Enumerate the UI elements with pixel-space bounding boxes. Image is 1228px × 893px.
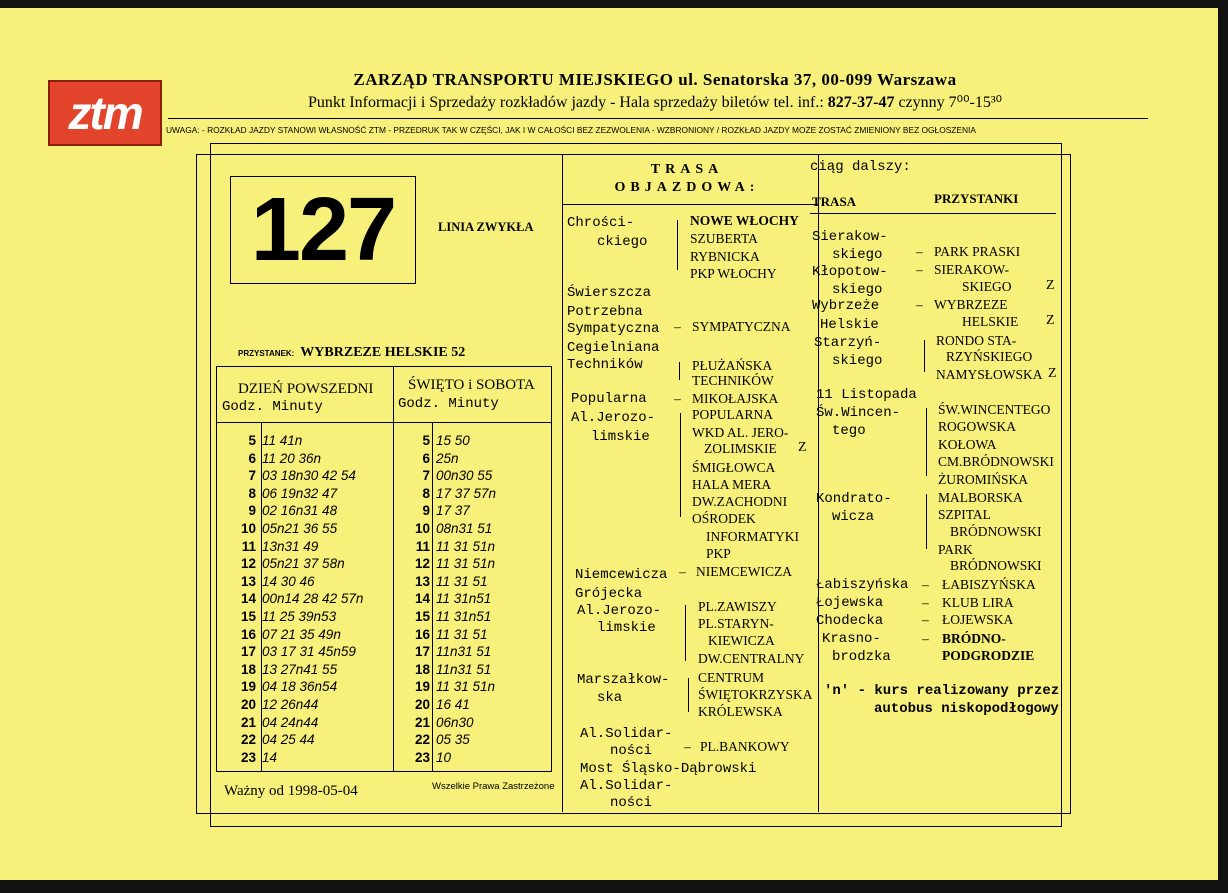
dash: – — [922, 612, 929, 627]
minutes: 05n21 37 58n — [262, 556, 345, 572]
hour-row — [398, 450, 459, 468]
route-street: Świerszcza — [567, 285, 652, 301]
route-stop: KOŁOWA — [938, 437, 997, 452]
route-street: Al.Jerozo- — [571, 410, 656, 426]
minutes: 00n14 28 42 57n — [262, 591, 364, 607]
hour: 17 — [414, 644, 430, 660]
hour: 21 — [414, 714, 430, 730]
hour: 21 — [240, 714, 256, 730]
minutes: 10 — [436, 749, 452, 765]
hour: 20 — [414, 697, 430, 712]
route-bracket — [679, 362, 680, 380]
route-street: Wybrzeże — [812, 298, 880, 314]
hour: 10 — [414, 521, 430, 536]
route-stop: PKP — [706, 546, 731, 561]
hour: 23 — [240, 749, 256, 765]
route-street: Św.Wincen- — [816, 405, 901, 421]
hour-row — [226, 573, 315, 591]
route-stop: ŁOJEWSKA — [942, 612, 1014, 627]
hour: 5 — [248, 433, 256, 448]
stop-name — [238, 345, 465, 361]
route-street: Grójecka — [575, 586, 643, 602]
minutes: 11 31n51 — [436, 591, 492, 607]
weekend-header: ŚWIĘTO i SOBOTA — [408, 377, 535, 393]
route-stop: SZPITAL — [938, 507, 991, 522]
minutes: 14 30 46 — [262, 573, 315, 589]
hour-row — [226, 450, 321, 468]
dash: – — [684, 739, 691, 754]
weekday-subheader: Godz. Minuty — [222, 399, 323, 415]
low-floor-note — [824, 682, 1059, 718]
hour: 12 — [240, 556, 256, 572]
hour-row — [226, 502, 337, 520]
stop-label: PRZYSTANEK: — [238, 349, 295, 358]
header-divider — [168, 118, 1148, 119]
route-street: Kondrato- — [816, 491, 892, 507]
line-number: 127 — [250, 180, 396, 280]
hour-row — [226, 626, 341, 644]
hour: 10 — [240, 521, 256, 536]
route-stop: CENTRUM — [698, 670, 765, 685]
hour: 13 — [240, 573, 256, 589]
dash: – — [674, 319, 681, 334]
route-street: Helskie — [820, 317, 879, 333]
hour: 16 — [240, 626, 256, 642]
route-column-header: TRASA — [812, 194, 857, 209]
dash: – — [916, 262, 923, 277]
route-street: Sympatyczna — [567, 321, 660, 337]
route-stop: KRÓLEWSKA — [698, 704, 783, 719]
route-stop: PL.BANKOWY — [700, 739, 790, 754]
minutes: 05n21 36 55 — [262, 521, 338, 536]
minutes: 11n31 51 — [436, 644, 492, 660]
copyright-notice: UWAGA: - ROZKŁAD JAZDY STANOWI WŁASNOŚĆ ZTM - PRZEDRUK TAK W CZĘŚCI, JAK I W CAŁOŚCI BEZ ZEZWOLENIA - WZBRONIONY / ROZKŁAD JAZDY MOŻE ZOSTAĆ ZMIENIONY BEZ OGŁOSZENIA — [166, 125, 976, 135]
route-bracket — [924, 340, 925, 372]
timetable-header-divider — [217, 422, 551, 423]
hour-row — [226, 714, 318, 732]
route-stop: DW.CENTRALNY — [698, 651, 805, 666]
route-stop: ROGOWSKA — [938, 419, 1017, 434]
header-subtitle — [220, 92, 1090, 112]
note-line-1: 'n' - kurs realizowany przez — [824, 683, 1060, 699]
minutes: 03 17 31 45n59 — [262, 644, 356, 660]
continued-label: ciąg dalszy: — [810, 159, 911, 175]
continued-header-divider — [810, 213, 1056, 214]
route-street: skiego — [832, 282, 883, 298]
route-street: tego — [832, 423, 866, 439]
route-street: limskie — [591, 429, 650, 445]
route-stop: SIERAKOW- — [934, 262, 1009, 277]
phone-number: 827-37-47 — [827, 94, 895, 111]
stops-column-header: PRZYSTANKI — [934, 191, 1019, 206]
hour-row — [398, 731, 470, 749]
route-street: skiego — [832, 247, 883, 263]
route-street: ności — [610, 743, 653, 759]
route-stop: OŚRODEK — [692, 511, 756, 526]
route-stop: KLUB LIRA — [942, 595, 1014, 610]
hour-row — [226, 661, 337, 679]
hour: 19 — [240, 679, 256, 695]
route-street: Al.Solidar- — [580, 778, 673, 794]
hour-row — [226, 608, 336, 626]
route-stop: NIEMCEWICZA — [696, 564, 792, 579]
hour: 16 — [414, 626, 430, 642]
route-stop: HALA MERA — [692, 477, 772, 492]
hour: 8 — [422, 485, 430, 501]
hour: 22 — [414, 732, 430, 748]
route-stop: PARK — [938, 542, 973, 557]
minutes: 15 50 — [436, 433, 470, 448]
route-stop: CM.BRÓDNOWSKI — [938, 454, 1054, 469]
timetable-mid-divider — [393, 367, 394, 771]
minutes: 00n30 55 — [436, 468, 493, 484]
hour-row — [398, 467, 492, 485]
hour-row — [398, 502, 470, 520]
route-street: wicza — [832, 509, 875, 525]
hour-row — [398, 520, 492, 538]
minutes: 07 21 35 49n — [262, 626, 341, 642]
minutes: 11 31 51n — [436, 679, 496, 695]
route-stop: PKP WŁOCHY — [690, 266, 777, 281]
hour: 14 — [240, 591, 256, 607]
route-header-divider — [563, 204, 818, 205]
hour-row — [226, 731, 315, 749]
hour: 18 — [240, 661, 256, 677]
route-stop: RONDO STA- — [936, 333, 1017, 348]
minutes: 06n30 — [436, 714, 474, 730]
hour: 9 — [248, 503, 256, 519]
valid-from: Ważny od 1998-05-04 — [224, 783, 358, 799]
route-street: limskie — [597, 620, 656, 636]
route-street: skiego — [832, 353, 883, 369]
hour: 15 — [414, 609, 430, 624]
minutes: 11 20 36n — [262, 450, 322, 466]
minutes: 08n31 51 — [436, 521, 493, 536]
minutes: 11 31 51 — [436, 626, 488, 642]
minutes: 05 35 — [436, 732, 470, 748]
z-marker: Z — [1048, 366, 1057, 381]
minutes: 25n — [436, 450, 459, 466]
route-street: Chrości- — [567, 215, 635, 231]
route-stop: INFORMATYKI — [706, 529, 800, 544]
route-stop: NAMYSŁOWSKA — [936, 367, 1043, 382]
note-line-2: autobus niskopodłogowy — [874, 701, 1059, 717]
hour-row — [226, 590, 363, 608]
hour-row — [398, 643, 491, 661]
hour-row — [398, 432, 470, 450]
minutes: 04 24n44 — [262, 714, 319, 730]
weekend-subheader: Godz. Minuty — [398, 396, 499, 412]
line-type: LINIA ZWYKŁA — [438, 220, 534, 234]
header-title: ZARZĄD TRANSPORTU MIEJSKIEGO ul. Senatorska 37, 00-099 Warszawa — [353, 70, 957, 89]
hour-row — [226, 643, 356, 661]
hour: 22 — [240, 732, 256, 748]
route-stop: ŚWIĘTOKRZYSKA — [698, 687, 813, 702]
hour-row — [226, 696, 318, 714]
route-title-1: TRASA — [650, 162, 724, 177]
route-bracket — [680, 413, 681, 517]
stop-name-text: WYBRZEZE HELSKIE 52 — [300, 345, 466, 360]
hour-row — [398, 661, 491, 679]
z-marker: Z — [1046, 278, 1055, 293]
hour-row — [398, 573, 488, 591]
route-street: Al.Solidar- — [580, 726, 673, 742]
route-stop: MALBORSKA — [938, 490, 1023, 505]
route-stop: SKIEGO — [962, 279, 1012, 294]
minutes: 11 31 51n — [436, 538, 496, 554]
hour-row — [398, 678, 495, 696]
route-stop: SZUBERTA — [690, 231, 758, 246]
route-street: ckiego — [597, 234, 648, 250]
minutes: 11 41n — [262, 433, 303, 448]
route-stop: NOWE WŁOCHY — [690, 213, 799, 228]
dash: – — [922, 577, 929, 592]
minutes: 11 31n51 — [436, 609, 492, 624]
route-bracket — [677, 220, 678, 270]
route-stop: BRÓDNO- — [942, 631, 1006, 646]
subtitle-text: Punkt Informacji i Sprzedaży rozkładów jazdy - Hala sprzedaży biletów tel. inf.: — [307, 94, 828, 111]
hour-row — [226, 555, 345, 573]
hour-row — [226, 432, 302, 450]
logo-text: ztm — [68, 87, 142, 139]
minutes: 12 26n44 — [262, 697, 319, 712]
minutes: 11 31 51n — [436, 556, 496, 572]
minutes: 14 — [262, 749, 278, 765]
dash: – — [679, 564, 686, 579]
dash: – — [916, 297, 923, 312]
z-marker: Z — [798, 440, 807, 455]
route-stop: HELSKIE — [962, 314, 1019, 329]
route-street: Kłopotow- — [812, 264, 888, 280]
dash: – — [916, 244, 923, 259]
route-bracket — [926, 494, 927, 549]
hour: 11 — [415, 538, 430, 554]
route-street: ska — [597, 690, 623, 706]
hour-row — [226, 485, 337, 503]
route-stop: ŚW.WINCENTEGO — [938, 402, 1051, 417]
minutes: 02 16n31 48 — [262, 503, 338, 519]
route-stop: ZOLIMSKIE — [704, 441, 777, 456]
hour: 23 — [414, 749, 430, 765]
route-stop: TECHNIKÓW — [692, 373, 774, 388]
route-stop: PARK PRASKI — [934, 244, 1021, 259]
minutes: 16 41 — [436, 697, 470, 712]
hour-row — [226, 749, 277, 767]
z-marker: Z — [1046, 313, 1055, 328]
hour-row — [226, 467, 356, 485]
route-street: brodzka — [832, 649, 891, 665]
route-stop: SYMPATYCZNA — [692, 319, 791, 334]
hour: 6 — [248, 450, 256, 466]
hour-row — [398, 538, 495, 556]
column-divider-2 — [818, 155, 819, 812]
hour: 18 — [414, 661, 430, 677]
weekday-header: DZIEŃ POWSZEDNI — [238, 381, 374, 397]
route-title-2: OBJAZDOWA: — [614, 180, 760, 195]
route-street: Most Śląsko-Dąbrowski — [580, 761, 757, 777]
hour: 14 — [414, 591, 430, 607]
route-stop: RYBNICKA — [690, 249, 760, 264]
hour: 7 — [248, 468, 256, 484]
minutes: 17 37 — [436, 503, 470, 519]
route-stop: POPULARNA — [692, 407, 774, 422]
line-number-box — [230, 176, 416, 284]
route-street: Łojewska — [816, 595, 884, 611]
hour: 7 — [422, 468, 430, 484]
route-street: 11 Listopada — [816, 387, 917, 403]
hour: 6 — [422, 450, 430, 466]
route-bracket — [688, 678, 689, 712]
route-street: Niemcewicza — [575, 567, 668, 583]
route-street: Cegielniana — [567, 340, 660, 356]
hour-row — [398, 696, 470, 714]
dash: – — [922, 631, 929, 646]
minutes: 11n31 51 — [436, 661, 492, 677]
route-stop: WYBRZEZE — [934, 297, 1008, 312]
hour: 11 — [241, 538, 256, 554]
minutes: 04 18 36n54 — [262, 679, 338, 695]
route-street: Krasno- — [822, 631, 881, 647]
hour: 12 — [414, 556, 430, 572]
hour-row — [226, 678, 337, 696]
minutes: 06 19n32 47 — [262, 485, 338, 501]
minutes: 04 25 44 — [262, 732, 315, 748]
hour-row — [398, 749, 451, 767]
route-stop: PŁUŻAŃSKA — [692, 358, 773, 373]
route-stop: PODGRODZIE — [942, 648, 1035, 663]
route-stop: BRÓDNOWSKI — [950, 524, 1042, 539]
minutes: 13n31 49 — [262, 538, 319, 554]
hour: 13 — [414, 573, 430, 589]
dash: – — [922, 595, 929, 610]
hour-row — [226, 520, 337, 538]
route-street: Potrzebna — [567, 304, 643, 320]
route-street: Sierakow- — [812, 229, 888, 245]
route-stop: KIEWICZA — [708, 633, 775, 648]
hour-row — [398, 626, 488, 644]
minutes: 13 27n41 55 — [262, 661, 338, 677]
route-street: Chodecka — [816, 613, 884, 629]
hour-row — [226, 538, 318, 556]
column-divider-1 — [562, 155, 563, 812]
hour: 17 — [240, 644, 256, 660]
route-street: Łabiszyńska — [816, 577, 909, 593]
route-stop: ŁABISZYŃSKA — [942, 577, 1036, 592]
opening-hours: czynny 7⁰⁰-15³⁰ — [894, 94, 1003, 111]
route-street: Techników — [567, 357, 643, 373]
route-street: Popularna — [571, 391, 647, 407]
route-stop: ŚMIGŁOWCA — [692, 460, 776, 475]
hour-row — [398, 608, 491, 626]
route-street: Starzyń- — [814, 335, 882, 351]
minutes: 11 31 51 — [436, 573, 488, 589]
minutes: 03 18n30 42 54 — [262, 468, 356, 484]
route-stop: RZYŃSKIEGO — [946, 349, 1033, 364]
route-stop: BRÓDNOWSKI — [950, 558, 1042, 573]
route-bracket — [685, 605, 686, 661]
route-stop: DW.ZACHODNI — [692, 494, 788, 509]
route-bracket — [926, 408, 927, 476]
hour: 5 — [422, 433, 430, 448]
hour: 20 — [240, 697, 256, 712]
ztm-logo — [48, 80, 162, 146]
route-stop: WKD AL. JERO- — [692, 425, 789, 440]
dash: – — [674, 391, 681, 406]
hour-row — [398, 590, 491, 608]
route-stop: PL.STARYN- — [698, 616, 774, 631]
route-stop: ŻUROMIŃSKA — [938, 472, 1029, 487]
hour: 9 — [422, 503, 430, 519]
hour: 15 — [240, 609, 256, 624]
minutes: 17 37 57n — [436, 485, 497, 501]
minutes: 11 25 39n53 — [262, 609, 337, 624]
route-street: Al.Jerozo- — [577, 603, 662, 619]
route-stop: PL.ZAWISZY — [698, 599, 777, 614]
hour: 19 — [414, 679, 430, 695]
hour-row — [398, 714, 474, 732]
route-street: Marszałkow- — [577, 672, 670, 688]
rights-reserved: Wszelkie Prawa Zastrzeżone — [432, 781, 555, 792]
hour-row — [398, 485, 496, 503]
hour: 8 — [248, 485, 256, 501]
hour-row — [398, 555, 495, 573]
route-street: ności — [610, 795, 653, 811]
route-stop: MIKOŁAJSKA — [692, 391, 779, 406]
